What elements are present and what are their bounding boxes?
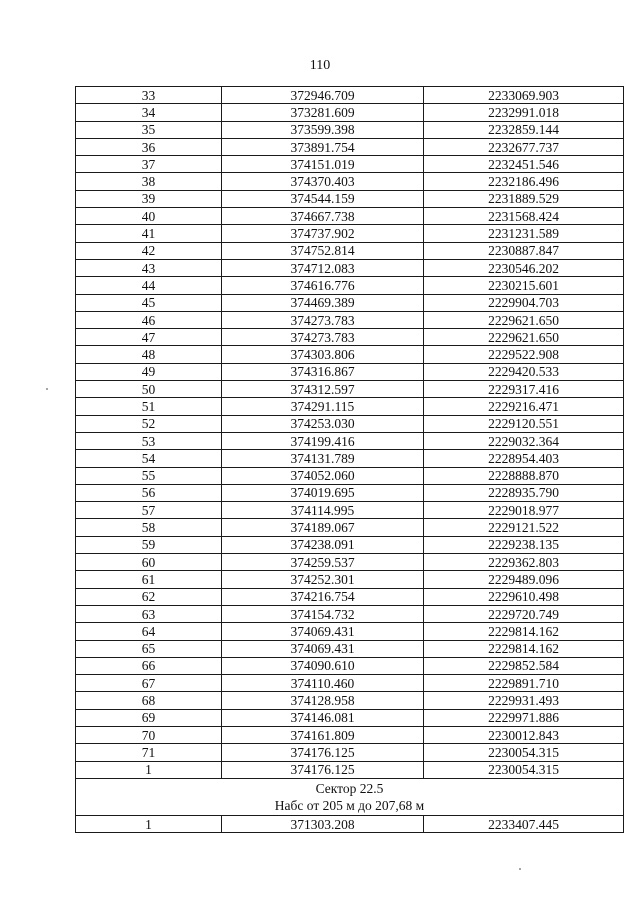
table-row: [76, 657, 624, 674]
point-number-cell: 36: [76, 138, 222, 155]
section-header-row: [76, 778, 624, 815]
point-number-cell: 55: [76, 467, 222, 484]
x-coordinate-cell: 374146.081: [222, 709, 424, 726]
point-number-cell: 45: [76, 294, 222, 311]
table-row: [76, 450, 624, 467]
x-coordinate-cell: 374052.060: [222, 467, 424, 484]
x-coordinate-cell: 374199.416: [222, 432, 424, 449]
table-row: [76, 346, 624, 363]
x-coordinate-cell: 374469.389: [222, 294, 424, 311]
x-coordinate-cell: 374151.019: [222, 156, 424, 173]
x-coordinate-cell: 374252.301: [222, 571, 424, 588]
table-row: [76, 277, 624, 294]
table-row: [76, 138, 624, 155]
point-number-cell: 69: [76, 709, 222, 726]
y-coordinate-cell: 2229018.977: [424, 502, 624, 519]
y-coordinate-cell: 2233407.445: [424, 815, 624, 832]
table-row: [76, 692, 624, 709]
point-number-cell: 43: [76, 259, 222, 276]
table-row: [76, 502, 624, 519]
table-row: [76, 363, 624, 380]
x-coordinate-cell: 374114.995: [222, 502, 424, 519]
x-coordinate-cell: 374273.783: [222, 311, 424, 328]
y-coordinate-cell: 2230054.315: [424, 744, 624, 761]
y-coordinate-cell: 2231568.424: [424, 208, 624, 225]
y-coordinate-cell: 2228888.870: [424, 467, 624, 484]
point-number-cell: 64: [76, 623, 222, 640]
x-coordinate-cell: 374737.902: [222, 225, 424, 242]
point-number-cell: 46: [76, 311, 222, 328]
table-row: [76, 242, 624, 259]
x-coordinate-cell: 374616.776: [222, 277, 424, 294]
scan-speck: [46, 388, 48, 390]
point-number-cell: 56: [76, 484, 222, 501]
x-coordinate-cell: 374128.958: [222, 692, 424, 709]
point-number-cell: 71: [76, 744, 222, 761]
y-coordinate-cell: 2229621.650: [424, 311, 624, 328]
coordinates-table: [75, 86, 624, 833]
table-row: [76, 225, 624, 242]
table-row: [76, 554, 624, 571]
y-coordinate-cell: 2232677.737: [424, 138, 624, 155]
x-coordinate-cell: 374176.125: [222, 744, 424, 761]
y-coordinate-cell: 2229904.703: [424, 294, 624, 311]
x-coordinate-cell: 374259.537: [222, 554, 424, 571]
section-title: Сектор 22.5: [315, 780, 384, 796]
point-number-cell: 57: [76, 502, 222, 519]
table-row: [76, 173, 624, 190]
y-coordinate-cell: 2228954.403: [424, 450, 624, 467]
point-number-cell: 50: [76, 381, 222, 398]
point-number-cell: 65: [76, 640, 222, 657]
section-coordinates-rows: [76, 815, 624, 832]
x-coordinate-cell: 374069.431: [222, 623, 424, 640]
x-coordinate-cell: 374176.125: [222, 761, 424, 778]
table-row: [76, 761, 624, 778]
table-row: [76, 571, 624, 588]
y-coordinate-cell: 2230887.847: [424, 242, 624, 259]
table-row: [76, 311, 624, 328]
table-row: [76, 294, 624, 311]
x-coordinate-cell: 374316.867: [222, 363, 424, 380]
point-number-cell: 34: [76, 104, 222, 121]
y-coordinate-cell: 2230215.601: [424, 277, 624, 294]
y-coordinate-cell: 2229238.135: [424, 536, 624, 553]
table-row: [76, 623, 624, 640]
point-number-cell: 37: [76, 156, 222, 173]
table-row: [76, 87, 624, 104]
y-coordinate-cell: 2229971.886: [424, 709, 624, 726]
x-coordinate-cell: 374110.460: [222, 675, 424, 692]
coordinates-rows: [76, 87, 624, 779]
table-row: [76, 329, 624, 346]
y-coordinate-cell: 2229621.650: [424, 329, 624, 346]
x-coordinate-cell: 374069.431: [222, 640, 424, 657]
point-number-cell: 41: [76, 225, 222, 242]
point-number-cell: 40: [76, 208, 222, 225]
point-number-cell: 44: [76, 277, 222, 294]
point-number-cell: 1: [76, 815, 222, 832]
y-coordinate-cell: 2232859.144: [424, 121, 624, 138]
y-coordinate-cell: 2233069.903: [424, 87, 624, 104]
y-coordinate-cell: 2232991.018: [424, 104, 624, 121]
y-coordinate-cell: 2229317.416: [424, 381, 624, 398]
table-row: [76, 208, 624, 225]
table-row: [76, 259, 624, 276]
y-coordinate-cell: 2229814.162: [424, 623, 624, 640]
x-coordinate-cell: 374752.814: [222, 242, 424, 259]
y-coordinate-cell: 2230054.315: [424, 761, 624, 778]
y-coordinate-cell: 2229814.162: [424, 640, 624, 657]
y-coordinate-cell: 2229121.522: [424, 519, 624, 536]
point-number-cell: 54: [76, 450, 222, 467]
y-coordinate-cell: 2231889.529: [424, 190, 624, 207]
section-header-cell: [76, 778, 624, 815]
table-row: [76, 709, 624, 726]
point-number-cell: 68: [76, 692, 222, 709]
x-coordinate-cell: 374273.783: [222, 329, 424, 346]
table-row: [76, 815, 624, 832]
table-row: [76, 190, 624, 207]
table-row: [76, 104, 624, 121]
table-row: [76, 415, 624, 432]
table-row: [76, 744, 624, 761]
x-coordinate-cell: 374312.597: [222, 381, 424, 398]
table-row: [76, 467, 624, 484]
table-row: [76, 121, 624, 138]
y-coordinate-cell: 2229891.710: [424, 675, 624, 692]
y-coordinate-cell: 2232186.496: [424, 173, 624, 190]
point-number-cell: 66: [76, 657, 222, 674]
y-coordinate-cell: 2229032.364: [424, 432, 624, 449]
x-coordinate-cell: 374370.403: [222, 173, 424, 190]
x-coordinate-cell: 373281.609: [222, 104, 424, 121]
point-number-cell: 39: [76, 190, 222, 207]
y-coordinate-cell: 2230546.202: [424, 259, 624, 276]
table-row: [76, 432, 624, 449]
point-number-cell: 53: [76, 432, 222, 449]
x-coordinate-cell: 374667.738: [222, 208, 424, 225]
x-coordinate-cell: 372946.709: [222, 87, 424, 104]
y-coordinate-cell: 2229931.493: [424, 692, 624, 709]
x-coordinate-cell: 374161.809: [222, 726, 424, 743]
x-coordinate-cell: 373599.398: [222, 121, 424, 138]
y-coordinate-cell: 2229489.096: [424, 571, 624, 588]
y-coordinate-cell: 2229216.471: [424, 398, 624, 415]
x-coordinate-cell: 374303.806: [222, 346, 424, 363]
section-block: [76, 778, 624, 815]
y-coordinate-cell: 2229522.908: [424, 346, 624, 363]
point-number-cell: 48: [76, 346, 222, 363]
point-number-cell: 47: [76, 329, 222, 346]
x-coordinate-cell: 374189.067: [222, 519, 424, 536]
table-row: [76, 484, 624, 501]
point-number-cell: 35: [76, 121, 222, 138]
y-coordinate-cell: 2229420.533: [424, 363, 624, 380]
point-number-cell: 61: [76, 571, 222, 588]
table-row: [76, 640, 624, 657]
y-coordinate-cell: 2231231.589: [424, 225, 624, 242]
y-coordinate-cell: 2230012.843: [424, 726, 624, 743]
page-number: 110: [309, 58, 331, 73]
y-coordinate-cell: 2229610.498: [424, 588, 624, 605]
point-number-cell: 1: [76, 761, 222, 778]
table-row: [76, 519, 624, 536]
scan-speck: [519, 868, 521, 870]
section-subtitle: Набс от 205 м до 207,68 м: [274, 797, 425, 813]
table-row: [76, 605, 624, 622]
point-number-cell: 33: [76, 87, 222, 104]
point-number-cell: 63: [76, 605, 222, 622]
point-number-cell: 49: [76, 363, 222, 380]
x-coordinate-cell: 374712.083: [222, 259, 424, 276]
point-number-cell: 59: [76, 536, 222, 553]
y-coordinate-cell: 2228935.790: [424, 484, 624, 501]
y-coordinate-cell: 2229852.584: [424, 657, 624, 674]
point-number-cell: 62: [76, 588, 222, 605]
y-coordinate-cell: 2229120.551: [424, 415, 624, 432]
table-row: [76, 398, 624, 415]
point-number-cell: 60: [76, 554, 222, 571]
x-coordinate-cell: 374291.115: [222, 398, 424, 415]
table-row: [76, 156, 624, 173]
x-coordinate-cell: 374544.159: [222, 190, 424, 207]
y-coordinate-cell: 2232451.546: [424, 156, 624, 173]
x-coordinate-cell: 371303.208: [222, 815, 424, 832]
x-coordinate-cell: 374253.030: [222, 415, 424, 432]
table-row: [76, 381, 624, 398]
x-coordinate-cell: 374154.732: [222, 605, 424, 622]
table-row: [76, 675, 624, 692]
x-coordinate-cell: 374090.610: [222, 657, 424, 674]
x-coordinate-cell: 374216.754: [222, 588, 424, 605]
table-row: [76, 588, 624, 605]
point-number-cell: 67: [76, 675, 222, 692]
point-number-cell: 58: [76, 519, 222, 536]
y-coordinate-cell: 2229720.749: [424, 605, 624, 622]
point-number-cell: 52: [76, 415, 222, 432]
point-number-cell: 42: [76, 242, 222, 259]
x-coordinate-cell: 373891.754: [222, 138, 424, 155]
x-coordinate-cell: 374131.789: [222, 450, 424, 467]
table-row: [76, 536, 624, 553]
x-coordinate-cell: 374019.695: [222, 484, 424, 501]
x-coordinate-cell: 374238.091: [222, 536, 424, 553]
table-row: [76, 726, 624, 743]
point-number-cell: 70: [76, 726, 222, 743]
point-number-cell: 38: [76, 173, 222, 190]
y-coordinate-cell: 2229362.803: [424, 554, 624, 571]
point-number-cell: 51: [76, 398, 222, 415]
